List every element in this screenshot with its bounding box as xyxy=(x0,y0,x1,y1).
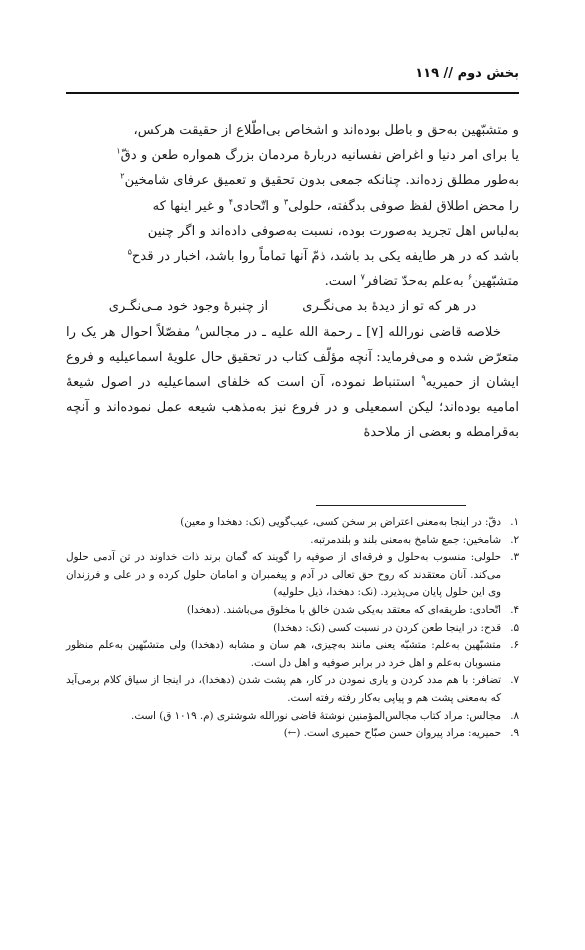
paragraph xyxy=(66,320,519,446)
footnote-ref[interactable]: ۵ xyxy=(127,247,132,257)
body-line xyxy=(66,269,519,294)
footnote-ref[interactable]: ۹ xyxy=(421,373,426,383)
text-span: و اتّحادی xyxy=(233,198,284,214)
footnote-number: ۲. xyxy=(510,533,519,546)
main-text xyxy=(66,118,519,446)
text-span: و متشبّهین به‌حق و باطل بوده‌اند و اشخاص بی‌اطّلاع از حقیقت هرکس، xyxy=(133,123,519,138)
footnote-text: مجالس: مراد کتاب مجالس‌المؤمنین نوشتهٔ قاضی نورالله شوشتری (م. ۱۰۱۹ ق) است. xyxy=(131,709,501,722)
text-span: مفصّلاً احوال هر یک را متعرّض شده و می‌فرماید: آنچه مؤلّف کتاب در تحقیق حال علویهٔ اسماعیلیه و فروع ایشان از حمیریه xyxy=(66,324,519,391)
running-head: بخش دوم // ۱۱۹ xyxy=(415,66,519,81)
footnote-number: ۶. xyxy=(510,639,519,652)
footnote-number: ۹. xyxy=(510,727,519,740)
footnote-text: شامخین: جمع شامخ به‌معنی بلند و بلندمرتبه. xyxy=(310,533,501,546)
text-span: باشد که در هر طایفه یکی بد باشد، ذمّ آنها تماماً روا باشد، اخبار در قدح xyxy=(131,249,519,265)
footnote-text: اتّحادی: طریقه‌ای که معتقد به‌یکی شدن خالق با مخلوق می‌باشند. (دهخدا) xyxy=(186,603,501,616)
footnote-ref[interactable]: ۱ xyxy=(116,146,121,156)
footnote-ref[interactable]: ۲ xyxy=(120,172,125,182)
body-line xyxy=(66,194,519,219)
footnote-text: قدح: در اینجا طعن کردن در نسبت کسی (نک: دهخدا) xyxy=(273,621,501,634)
footnote-ref[interactable]: ۸ xyxy=(195,323,200,333)
footnote xyxy=(66,725,519,743)
footnote-ref[interactable]: ۴ xyxy=(228,197,233,207)
text-span: و غیر اینها که xyxy=(152,198,229,214)
text-span: متشبّهین xyxy=(472,274,519,290)
footnote xyxy=(66,620,519,638)
footnote xyxy=(66,637,519,672)
verse-hemistich-left: از چنبرهٔ وجود خود مـی‌نگـری xyxy=(108,299,269,315)
poem-verse xyxy=(66,294,519,319)
footnote-number: ۵. xyxy=(510,621,519,634)
footnote-ref[interactable]: ۷ xyxy=(360,272,365,282)
footnote xyxy=(66,549,519,602)
text-span: یا برای امر دنیا و اغراض نفسانیه دربارهٔ مردمان بزرگ همواره طعن و دقّ xyxy=(120,148,519,164)
header-rule xyxy=(66,92,519,94)
text-span: به‌طور مطلق زده‌اند. چنانکه جمعی بدون تحقیق و تعمیق عرفای شامخین xyxy=(124,173,519,189)
footnote-number: ۸. xyxy=(510,709,519,722)
footnote-ref[interactable]: ۶ xyxy=(467,272,473,282)
footnote-text: متشبّهین به‌علم: متشبّه یعنی مانند به‌چیزی، هم سان و مشابه (دهخدا) ولی متشبّهین به‌علم منظور منسوبان به‌علم و اهل خرد در برابر صوفیه و اهل دل است. xyxy=(66,639,501,669)
body-line xyxy=(66,219,519,244)
text-span: استنباط نموده، آن است که خلفای اسماعیلیه در اصول شیعهٔ امامیه بوده‌اند؛ لیکن اسمعیلی و در فروع نیز به‌مذهب شیعه عمل نموده‌اند و آنچه به‌قرامطه و بعضی از ملاحدهٔ xyxy=(66,375,519,441)
footnote-number: ۴. xyxy=(510,603,519,616)
verse-hemistich-right: در هر که تو از دیدهٔ بد می‌نگـری xyxy=(302,299,477,315)
body-line xyxy=(66,244,519,269)
footnote-text: دقّ: در اینجا به‌معنی اعتراض بر سخن کسی، عیب‌گویی (نک: دهخدا و معین) xyxy=(180,516,501,528)
text-span: به‌لباس اهل تجرید به‌صورت بوده، نسبت به‌صوفی داده‌اند و اگر چنین xyxy=(147,223,519,239)
text-span: خلاصه قاضی نورالله [۷] ـ رحمة الله علیه ـ در مجالس xyxy=(199,324,501,340)
footnote-text: حمیریه: مراد پیروان حسن صبّاح حمیری است. (←) xyxy=(283,727,501,740)
footnote-text: تضافر: با هم مدد کردن و یاری نمودن در کار، هم پشت شدن (دهخدا)، در اینجا از سیاق کلام برمی‌آید که به‌معنی پشت هم و پیاپی به‌کار رفته رفته است. xyxy=(66,674,501,704)
footnotes xyxy=(66,514,519,743)
footnote xyxy=(66,602,519,620)
footnote-ref[interactable]: ۳ xyxy=(283,197,289,207)
footnote xyxy=(66,672,519,707)
text-span: است. xyxy=(324,274,361,290)
text-span: را محض اطلاق لفظ صوفی بدگفته، حلولی xyxy=(288,198,519,214)
footnote xyxy=(66,532,519,550)
text-span: به‌علم به‌حدّ تضافر xyxy=(364,274,468,290)
footnote-number: ۷. xyxy=(510,674,519,687)
body-line xyxy=(66,168,519,193)
footnote-separator xyxy=(316,505,466,506)
footnote-number: ۱. xyxy=(510,516,519,528)
footnote-text: حلولی: منسوب به‌حلول و فرقه‌ای از صوفیه را گویند که گمان برند ذات خداوند در تن آدمی حلول می‌کند. آنان معتقدند که روح حق تعالی در آدم و پیغمبران و امامان حلول کرده و در علی و فرزندان وی این حلول پایان می‌پذیرد. (نک: دهخدا، ذیل حلولیه) xyxy=(66,551,501,599)
footnote xyxy=(66,708,519,726)
body-line xyxy=(66,118,519,143)
body-line xyxy=(66,143,519,168)
footnote-number: ۳. xyxy=(510,551,519,564)
footnote xyxy=(66,514,519,532)
